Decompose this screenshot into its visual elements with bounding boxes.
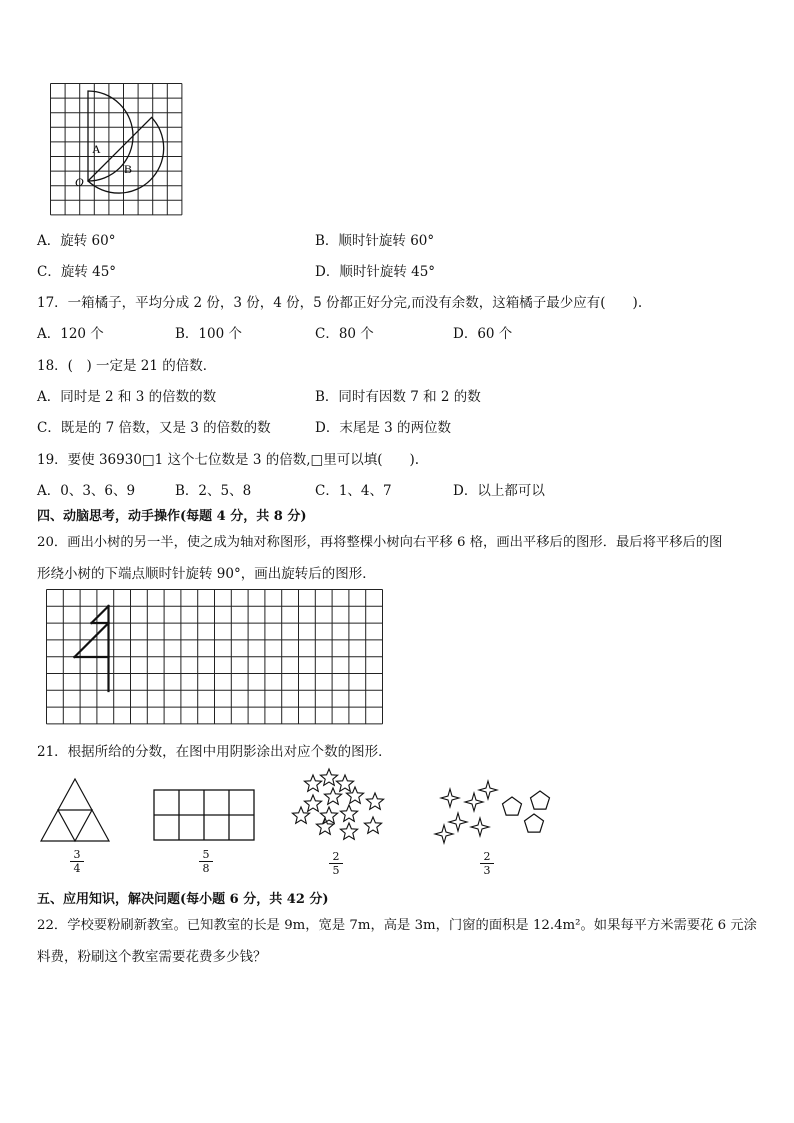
q19-option-d: D．以上都可以 [453, 483, 545, 499]
fraction-denominator: 3 [483, 864, 491, 877]
fraction-3-4 [67, 848, 87, 875]
q17-option-b: B．100 个 [175, 326, 242, 342]
figure-label-b: B [124, 162, 133, 176]
pentagon-shape [525, 814, 544, 832]
fraction-denominator: 4 [73, 862, 81, 875]
q21-text: 21．根据所给的分数，在图中用阴影涂出对应个数的图形． [37, 744, 392, 760]
fraction-denominator: 5 [332, 864, 340, 877]
q22-line2: 料费，粉刷这个教室需要花费多少钱？ [37, 949, 267, 965]
section5-title: 五、应用知识，解决问题(每小题 6 分，共 42 分) [37, 892, 329, 907]
star-shape [304, 795, 321, 811]
four-point-star-shape [471, 818, 489, 836]
pentagon-shape [531, 791, 550, 809]
star-shape [366, 793, 383, 809]
star-shape [340, 823, 357, 839]
triangle-figure [40, 776, 120, 846]
fraction-numerator: 3 [73, 848, 81, 861]
section4-title: 四、动脑思考，动手操作(每题 4 分，共 8 分) [37, 509, 307, 524]
four-point-star-shape [449, 813, 467, 831]
four-point-star-shape [479, 781, 497, 799]
star-shape [320, 807, 337, 823]
fraction-5-8 [196, 848, 216, 875]
four-point-star-shape [435, 825, 453, 843]
star-shape [320, 769, 337, 785]
star-shape [316, 818, 333, 834]
q18-text: 18．( ) 一定是 21 的倍数． [37, 358, 217, 374]
q18-option-a: A．同时是 2 和 3 的倍数的数 [37, 389, 217, 405]
star-shape [346, 787, 363, 803]
q18-option-d: D．末尾是 3 的两位数 [315, 420, 451, 436]
q16-option-c: C．旋转 45° [37, 264, 117, 280]
fraction-numerator: 2 [332, 850, 340, 863]
q22-line1: 22．学校要粉刷新教室。已知教室的长是 9m，宽是 7m，高是 3m，门窗的面积是 12.4m²。如果每平方米需要花 6 元涂 [37, 918, 757, 933]
q16-option-d: D．顺时针旋转 45° [315, 264, 436, 280]
four-point-star-shape [441, 789, 459, 807]
q18-option-c: C．既是的 7 倍数，又是 3 的倍数的数 [37, 420, 271, 436]
fraction-numerator: 5 [202, 848, 210, 861]
fraction-numerator: 2 [483, 850, 491, 863]
q16-option-b: B．顺时针旋转 60° [315, 233, 435, 249]
q17-option-d: D．60 个 [453, 326, 513, 342]
star-shape [336, 775, 353, 791]
q19-text: 19．要使 36930□1 这个七位数是 3 的倍数,□里可以填( ). [37, 452, 420, 468]
tree-drawing-grid [44, 589, 384, 729]
star-shape [304, 775, 321, 791]
q17-option-c: C．80 个 [315, 326, 374, 342]
fraction-2-3 [477, 850, 497, 877]
fraction-2-5 [326, 850, 346, 877]
fraction-denominator: 8 [202, 862, 210, 875]
q20-line2: 形绕小树的下端点顺时针旋转 90°，画出旋转后的图形． [37, 566, 376, 582]
stars-figure [289, 770, 389, 846]
q17-text: 17．一箱橘子，平均分成 2 份，3 份，4 份，5 份都正好分完,而没有余数，这箱橘子最少应有( ). [37, 295, 643, 311]
star-shape [364, 817, 381, 833]
q17-option-a: A．120 个 [37, 326, 104, 342]
four-point-star-shape [465, 793, 483, 811]
figure-label-o: O [75, 175, 84, 189]
star-shape [324, 788, 341, 804]
q19-option-b: B．2、5、8 [175, 483, 252, 499]
stars-pentagons-figure [432, 770, 557, 846]
q18-option-b: B．同时有因数 7 和 2 的数 [315, 389, 481, 405]
q19-option-a: A．0、3、6、9 [37, 483, 136, 499]
figure-label-a: A [92, 142, 101, 156]
pentagon-shape [503, 797, 522, 815]
star-shape [340, 805, 357, 821]
q19-option-c: C．1、4、7 [315, 483, 392, 499]
rectangle-grid-figure [152, 789, 258, 843]
q16-option-a: A．旋转 60° [37, 233, 116, 249]
rotation-grid-figure [48, 82, 188, 217]
star-shape [292, 807, 309, 823]
q20-line1: 20．画出小树的另一半，使之成为轴对称图形，再将整棵小树向右平移 6 格，画出平移后的图形．最后将平移后的图 [37, 535, 723, 550]
